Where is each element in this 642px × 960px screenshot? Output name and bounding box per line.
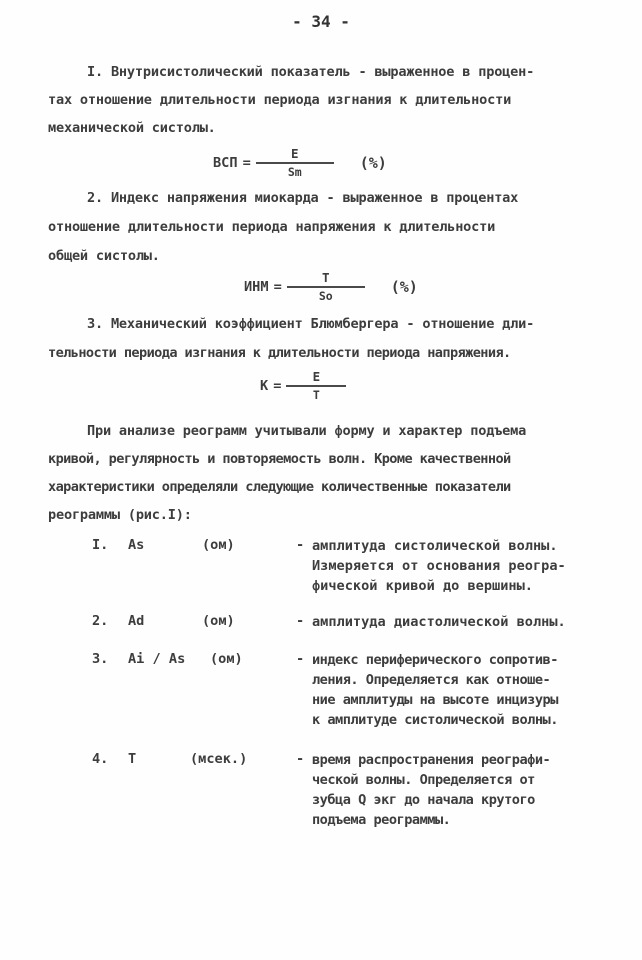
indicator-description [312, 536, 566, 596]
description-line: амплитуда диастолической волны. [312, 614, 566, 630]
indicator-unit: (ом) [202, 613, 235, 629]
indicator-unit: (ом) [210, 651, 243, 667]
formula-fraction [256, 146, 334, 180]
fraction-bar [256, 162, 334, 164]
indicator-symbol: Ad [128, 613, 145, 629]
formula-lhs: ВСП [213, 155, 238, 171]
formula-equals: = [273, 279, 282, 295]
fraction-bar [286, 385, 346, 387]
indicator-symbol: Ai / As [128, 651, 186, 667]
description-line: Измеряется от основания реогра- [312, 558, 566, 574]
item1-line-2: тах отношение длительности периода изгнания к длительности [48, 92, 512, 108]
indicator-number: I. [92, 537, 109, 553]
indicator-number: 4. [92, 751, 109, 767]
description-line: зубца Q экг до начала крутого [312, 792, 535, 808]
indicator-description [312, 750, 550, 830]
formula-lhs: K [260, 378, 269, 394]
paragraph-line-2: кривой, регулярность и повторяемость волн. Кроме качественной [48, 451, 511, 467]
item2-line-3: общей систолы. [48, 248, 160, 264]
formula-numerator: E [312, 369, 321, 384]
indicator-symbol: T [128, 751, 137, 767]
item1-line-1: I. Внутрисистолический показатель - выраженное в процен- [87, 64, 535, 80]
formula-fraction [286, 369, 346, 403]
formula-equals: = [242, 155, 251, 171]
description-line: к амплитуде систолической волны. [312, 712, 558, 728]
indicator-dash: - [296, 751, 305, 767]
indicator-unit: (мсек.) [190, 751, 248, 767]
item2-line-1: 2. Индекс напряжения миокарда - выраженное в процентах [87, 190, 519, 206]
fraction-bar [287, 286, 365, 288]
description-line: ческой волны. Определяется от [312, 772, 535, 788]
paragraph-line-1: При анализе реограмм учитывали форму и характер подъема [87, 423, 527, 439]
indicator-description [312, 612, 566, 632]
item3-line-2: тельности периода изгнания к длительности периода напряжения. [48, 345, 511, 361]
formula-numerator: E [290, 146, 299, 161]
formula-numerator: T [321, 270, 330, 285]
description-line: фической кривой до вершины. [312, 578, 533, 594]
formula-denominator: So [318, 289, 333, 303]
indicator-dash: - [296, 613, 305, 629]
formula-k [260, 369, 346, 403]
formula-denominator: T [312, 388, 320, 402]
paragraph-line-4: реограммы (рис.I): [48, 507, 192, 523]
description-line: подъема реограммы. [312, 812, 451, 828]
page-number: - 34 - [292, 12, 350, 31]
formula-unit: (%) [390, 278, 418, 296]
description-line: индекс периферического сопротив- [312, 652, 558, 668]
indicator-description [312, 650, 558, 730]
indicator-number: 2. [92, 613, 109, 629]
indicator-unit: (ом) [202, 537, 235, 553]
indicator-dash: - [296, 651, 305, 667]
indicator-symbol: As [128, 537, 145, 553]
item2-line-2: отношение длительности периода напряжения к длительности [48, 219, 496, 235]
formula-fraction [287, 270, 365, 304]
item1-line-3: механической систолы. [48, 120, 216, 136]
item3-line-1: 3. Механический коэффициент Блюмбергера - отношение дли- [87, 316, 535, 332]
formula-unit: (%) [359, 154, 387, 172]
description-line: амплитуда систолической волны. [312, 538, 558, 554]
indicator-number: 3. [92, 651, 109, 667]
description-line: ние амплитуды на высоте инцизуры [312, 692, 558, 708]
formula-lhs: ИНМ [244, 279, 269, 295]
paragraph-line-3: характеристики определяли следующие количественные показатели [48, 479, 511, 495]
indicator-dash: - [296, 537, 305, 553]
formula-vsp [213, 146, 387, 180]
description-line: время распространения реографи- [312, 752, 551, 768]
formula-denominator: Sm [287, 165, 302, 179]
description-line: ления. Определяется как отноше- [312, 672, 551, 688]
formula-equals: = [273, 378, 282, 394]
formula-inm [244, 270, 418, 304]
